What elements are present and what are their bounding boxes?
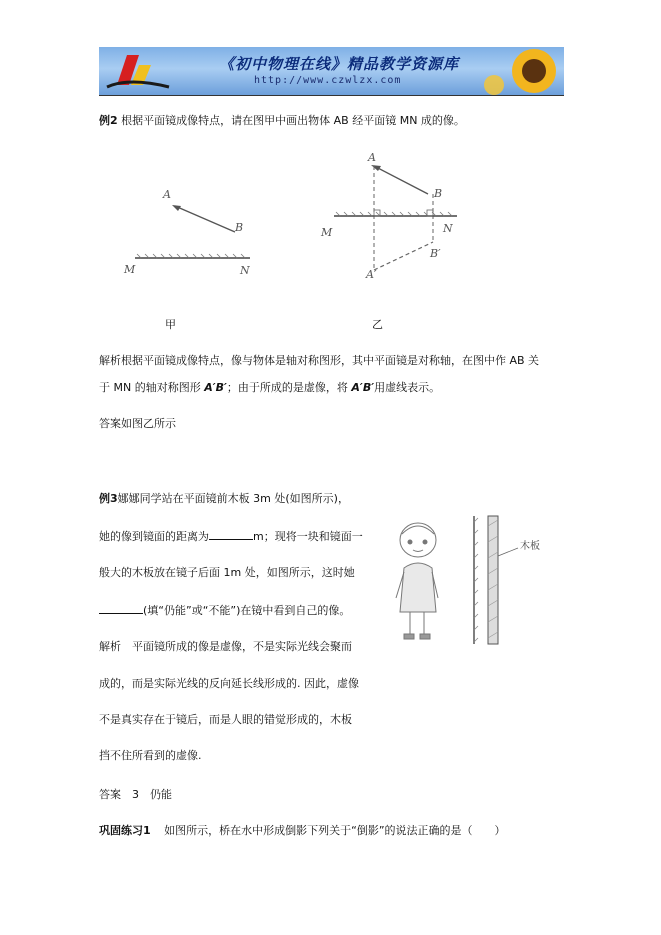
answer-blank-2[interactable] <box>99 602 143 614</box>
header-rule <box>99 95 564 96</box>
banner-title: 《初中物理在线》精品教学资源库 <box>219 55 460 73</box>
example3-line1 <box>99 492 349 506</box>
board-leader-line <box>498 548 518 556</box>
mirror <box>474 516 478 644</box>
label-a-prime-yi: A′ <box>366 268 377 281</box>
example2-label: 例2 <box>99 114 118 127</box>
example2-question-text: 根据平面镜成像特点，请在图甲中画出物体 AB 经平面镜 MN 成的像。 <box>121 114 465 127</box>
object-ab-line <box>374 166 428 194</box>
caption-yi: 乙 <box>372 318 383 331</box>
example3-line2 <box>99 528 363 544</box>
label-b-yi: B <box>434 187 443 200</box>
analysis-text: ；由于所成的是虚像，将 <box>226 381 348 394</box>
board <box>488 516 498 644</box>
example3-label: 例3 <box>99 492 118 505</box>
label-n-jia: N <box>240 264 250 277</box>
arrow-head-icon <box>371 165 381 171</box>
header-banner <box>99 47 564 95</box>
banner-url: http://www.czwlzx.com <box>254 75 402 86</box>
image-ab-line <box>374 242 433 270</box>
label-b-jia: B <box>235 221 244 234</box>
example3-text: 娜娜同学站在平面镜前木板 3m 处(如图所示)， <box>117 492 349 505</box>
example2-analysis-line1: 解析根据平面镜成像特点，像与物体是轴对称图形，其中平面镜是对称轴，在图中作 AB 关 <box>99 354 540 367</box>
label-a-jia: A <box>163 188 171 201</box>
object-ab-line <box>175 206 235 232</box>
example3-line3: 般大的木板放在镜子后面 1m 处，如图所示，这时她 <box>99 566 355 579</box>
example3-text: (填“仍能”或“不能”)在镜中看到自己的像。 <box>143 604 351 617</box>
example2-analysis-line2 <box>99 381 440 395</box>
example3-analysis2: 成的，而是实际光线的反向延长线形成的. 因此，虚像 <box>99 677 359 690</box>
arrow-head-icon <box>172 205 181 211</box>
label-m-yi: M <box>321 226 333 239</box>
label-a-yi: A <box>368 151 376 164</box>
board-label: 木板 <box>520 541 540 552</box>
example3-answer: 答案 3 仍能 <box>99 788 172 801</box>
label-b-prime-yi: B′ <box>430 247 441 260</box>
caption-jia: 甲 <box>165 318 176 331</box>
practice1-text: 如图所示，桥在水中形成倒影下列关于“倒影”的说法正确的是（ ） <box>164 824 506 837</box>
analysis-text: 于 MN 的轴对称图形 <box>99 381 201 394</box>
example2-answer: 答案如图乙所示 <box>99 417 176 430</box>
figure-jia <box>115 180 275 280</box>
girl-mirror-illustration <box>390 512 570 647</box>
label-n-yi: N <box>443 222 453 235</box>
label-m-jia: M <box>124 263 136 276</box>
practice1-label: 巩固练习1 <box>99 824 151 837</box>
example3-analysis1: 解析 平面镜所成的像是虚像，不是实际光线会聚而 <box>99 640 352 653</box>
girl-figure <box>396 523 438 639</box>
example3-analysis4: 挡不住所看到的虚像. <box>99 749 202 762</box>
example3-text: m；现将一块和镜面一 <box>253 530 363 543</box>
analysis-symbol: A′B′ <box>204 381 227 394</box>
answer-blank-1[interactable] <box>209 528 253 540</box>
example2-question <box>99 114 465 128</box>
analysis-symbol: A′B′ <box>351 381 375 394</box>
example3-analysis3: 不是真实存在于镜后，而是人眼的错觉形成的，木板 <box>99 713 352 726</box>
example3-text: 她的像到镜面的距离为 <box>99 530 209 543</box>
practice1 <box>99 824 506 838</box>
example3-line4 <box>99 602 350 618</box>
analysis-text: 用虚线表示。 <box>374 381 441 394</box>
